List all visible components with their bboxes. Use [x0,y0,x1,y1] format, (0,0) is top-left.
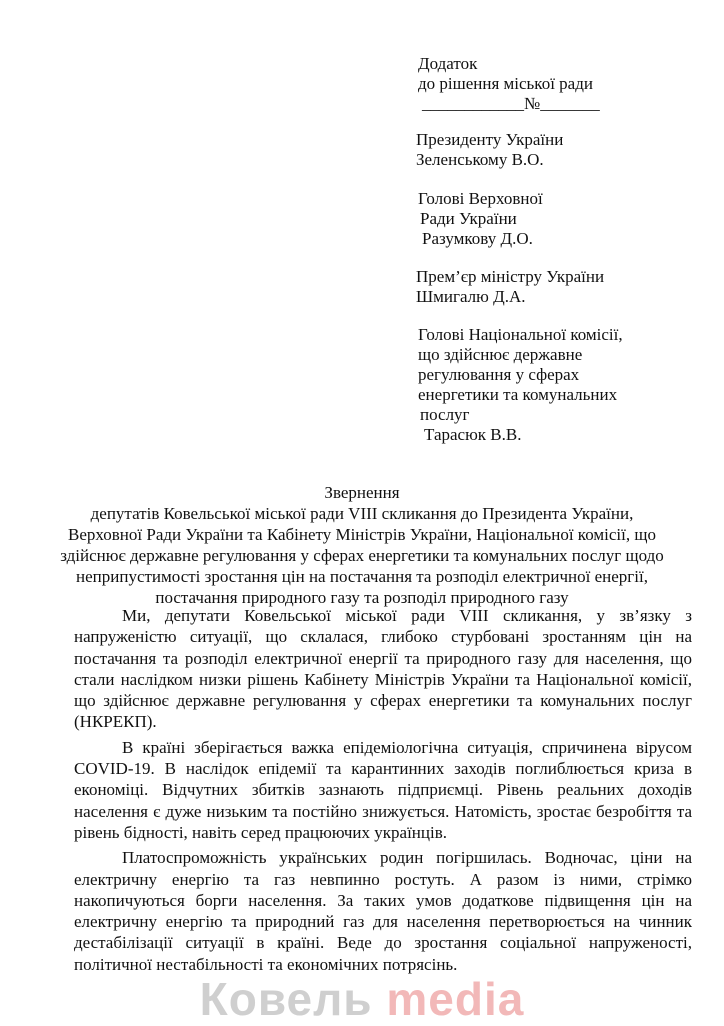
addressee-parliament-line2: Ради України [420,209,517,228]
addressee-president: Президенту України [416,130,564,149]
addressee-parliament-name: Разумкову Д.О. [422,229,533,248]
addressee-commission-line2: що здійснює державне [418,345,583,364]
addressee-commission-name: Тарасюк В.В. [424,425,522,444]
watermark-part1: Ковель [199,973,373,1025]
body-paragraph: Платоспроможність українських родин погіршилась. Водночас, ціни на електричну енергію та газ невпинно ростуть. А разом із ними, стрімко накопичуються борги населення. За таких умов додаткове підвищення цін на електричну енергію та природний газ для населення перетворюється на чинник дестабілізації ситуації в країні. Веде до зростання соціальної напруженості, політичної нестабільності та економічних потрясінь. [74,848,692,974]
appendix-subtitle: до рішення міської ради [418,74,593,93]
addressee-commission-line4: енергетики та комунальних [418,385,618,404]
addressee-parliament: Голові Верховної [418,189,543,208]
watermark-part2: media [386,973,525,1025]
appeal-title: Звернення [324,483,400,502]
addressee-prime-minister-name: Шмигалю Д.А. [416,287,526,306]
appeal-subtitle-line: постачання природного газу та розподіл природного газу [155,588,569,607]
appeal-subtitle-line: депутатів Ковельської міської ради VIII скликання до Президента України, [90,504,634,523]
appendix-number-line: ____________№_______ [422,94,600,113]
body-paragraph: В країні зберігається важка епідеміологічна ситуація, спричинена вірусом COVID-19. В наслідок епідемії та карантинних заходів поглиблюється криза в економіці. Відчутних збитків зазнають підприємці. Рівень реальних доходів населення є дуже низьким та постійно знижується. Натомість, зростає безробіття та рівень бідності, навіть серед працюючих українців. [74,737,692,842]
addressee-commission: Голові Національної комісії, [418,325,623,344]
appeal-subtitle-line: здійснює державне регулювання у сферах енергетики та комунальних послуг щодо [60,546,664,565]
addressee-commission-line3: регулювання у сферах [418,365,580,384]
body-paragraph: Ми, депутати Ковельської міської ради VIII скликання, у зв’язку з напруженістю ситуації, що склалася, глибоко стурбовані зростанням цін на постачання та розподіл електричної енергії та природного газу для населення, що стали наслідком низки рішень Кабінету Міністрів України та Національної комісії, що здійснює державне регулювання у сферах енергетики та комунальних послуг (НКРЕКП). [74,606,692,732]
appendix-title: Додаток [418,54,478,73]
appeal-body [74,605,692,975]
appeal-subtitle-line: неприпустимості зростання цін на постачання та розподіл електричної енергії, [76,567,648,586]
addressee-prime-minister: Прем’єр міністру України [416,267,605,286]
watermark-logo [0,972,724,1026]
appeal-subtitle-line: Верховної Ради України та Кабінету Міністрів України, Національної комісії, що [68,525,656,544]
addressee-commission-line5: послуг [420,405,470,424]
addressee-president-name: Зеленському В.О. [416,150,544,169]
